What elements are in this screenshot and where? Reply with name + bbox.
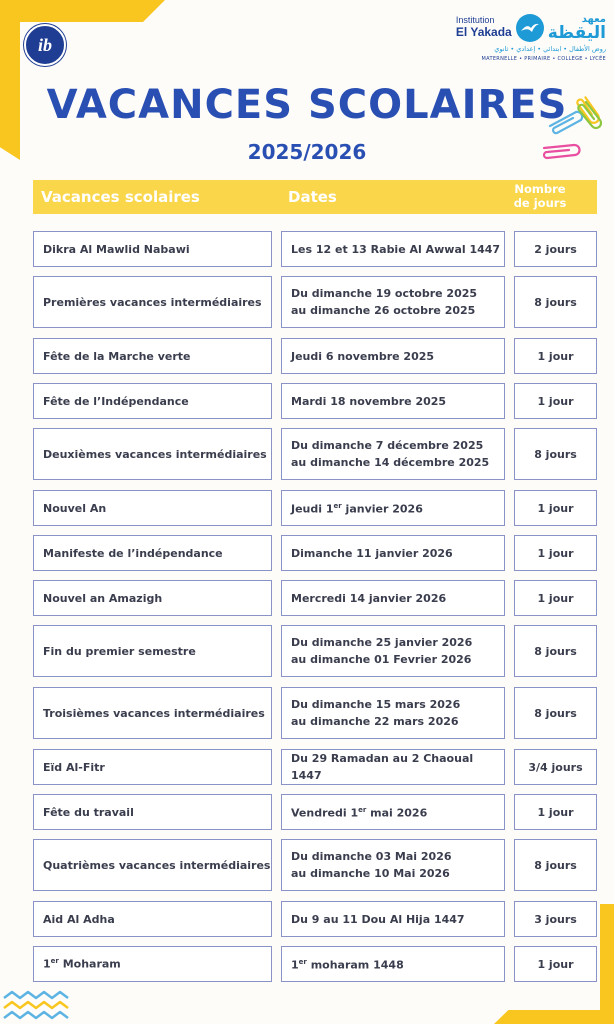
holiday-dates [291, 437, 489, 471]
header-holiday: Vacances scolaires [41, 188, 200, 206]
holiday-name-cell [33, 749, 272, 785]
holiday-date-line: Jeudi 1er janvier 2026 [291, 502, 423, 516]
holiday-date-line: Mercredi 14 janvier 2026 [291, 591, 447, 605]
holiday-date-line: Du 29 Ramadan au 2 Chaoual 1447 [291, 752, 474, 782]
holiday-name: Nouvel An [43, 501, 107, 515]
header-dates: Dates [288, 188, 337, 206]
holiday-name-cell [33, 946, 272, 982]
page-title: VACANCES SCOLAIRES [46, 82, 568, 128]
holiday-name-cell [33, 383, 272, 419]
institution-label: Institution [455, 15, 495, 26]
holiday-dates-cell [281, 749, 505, 785]
table-row [33, 946, 597, 982]
holiday-dates [291, 393, 446, 410]
holiday-dates [291, 954, 404, 974]
holiday-dates [291, 348, 434, 365]
table-row [33, 383, 597, 419]
holiday-days: 1 jour [537, 957, 574, 971]
holiday-name-cell [33, 276, 272, 328]
holiday-days-cell [514, 749, 597, 785]
holiday-days-cell [514, 231, 597, 267]
corner-decoration-top-left-band [0, 0, 165, 22]
holiday-days-cell [514, 901, 597, 937]
holiday-name-cell [33, 535, 272, 571]
holiday-date-line: au dimanche 22 mars 2026 [291, 715, 459, 728]
holiday-days-cell [514, 338, 597, 374]
institution-label-group [456, 16, 512, 39]
holiday-dates [291, 750, 504, 784]
holiday-date-line: Du dimanche 7 décembre 2025 [291, 439, 484, 452]
holiday-name: Eïd Al-Fitr [43, 760, 105, 774]
holiday-date-line: Du dimanche 19 octobre 2025 [291, 287, 478, 300]
holiday-dates-cell [281, 383, 505, 419]
holiday-dates [291, 590, 446, 607]
header-days [511, 182, 569, 210]
table-row [33, 794, 597, 830]
table-row [33, 749, 597, 785]
holiday-name: Fin du premier semestre [43, 644, 196, 658]
holiday-name: Troisièmes vacances intermédiaires [43, 706, 265, 720]
holiday-dates [291, 241, 500, 258]
holiday-dates [291, 285, 477, 319]
holiday-date-line: Du 9 au 11 Dou Al Hija 1447 [291, 912, 465, 926]
holiday-days: 1 jour [537, 501, 574, 515]
holiday-days-cell [514, 687, 597, 739]
holiday-days: 1 jour [537, 546, 574, 560]
holiday-date-line: au dimanche 01 Fevrier 2026 [291, 653, 472, 666]
holiday-days-cell [514, 839, 597, 891]
holiday-days-cell [514, 535, 597, 571]
holiday-days-cell [514, 383, 597, 419]
holiday-date-line: Mardi 18 novembre 2025 [291, 394, 447, 408]
holiday-days: 2 jours [534, 242, 577, 256]
holiday-days-cell [514, 276, 597, 328]
table-row [33, 687, 597, 739]
table-row [33, 490, 597, 526]
holiday-dates-cell [281, 625, 505, 677]
holiday-name: Premières vacances intermédiaires [43, 295, 262, 309]
holiday-dates-cell [281, 946, 505, 982]
holiday-dates [291, 545, 453, 562]
holiday-dates [291, 498, 423, 518]
arabic-name: اليقظة [547, 22, 606, 43]
holiday-days: 8 jours [534, 295, 577, 309]
holiday-days-cell [514, 428, 597, 480]
holiday-date-line: Les 12 et 13 Rabie Al Awwal 1447 [291, 242, 501, 256]
table-row [33, 625, 597, 677]
holiday-days: 8 jours [534, 858, 577, 872]
corner-decoration-bottom-right [600, 904, 614, 1024]
holiday-dates-cell [281, 901, 505, 937]
institution-arabic-name [548, 15, 606, 42]
header-days-line1: Nombre [514, 182, 566, 196]
ib-logo [24, 24, 66, 66]
holiday-name-cell [33, 580, 272, 616]
table-row [33, 428, 597, 480]
holiday-name: Dikra Al Mawlid Nabawi [43, 242, 190, 256]
ib-logo-text: ib [37, 34, 52, 55]
header-days-line2: de jours [513, 196, 567, 210]
bird-icon [516, 14, 544, 42]
holiday-dates [291, 634, 472, 668]
holiday-dates [291, 848, 452, 882]
holiday-date-line: au dimanche 14 décembre 2025 [291, 456, 490, 469]
holiday-dates-cell [281, 428, 505, 480]
holiday-days: 8 jours [534, 447, 577, 461]
holiday-dates-cell [281, 687, 505, 739]
holiday-name-cell [33, 338, 272, 374]
corner-decoration-top-left [0, 0, 20, 160]
holiday-name: Fête du travail [43, 805, 134, 819]
holiday-days-cell [514, 490, 597, 526]
holiday-dates-cell [281, 794, 505, 830]
holiday-name: Quatrièmes vacances intermédiaires [43, 858, 271, 872]
holiday-name: Fête de l’Indépendance [43, 394, 189, 408]
holiday-date-line: 1er moharam 1448 [291, 958, 404, 972]
holiday-dates-cell [281, 535, 505, 571]
holiday-name-cell [33, 625, 272, 677]
holiday-name-cell [33, 794, 272, 830]
holiday-name-cell [33, 428, 272, 480]
school-year: 2025/2026 [247, 140, 367, 164]
table-row [33, 535, 597, 571]
holiday-days: 1 jour [537, 394, 574, 408]
holiday-date-line: Du dimanche 03 Mai 2026 [291, 850, 452, 863]
holiday-days-cell [514, 794, 597, 830]
table-header [33, 180, 597, 214]
table-row [33, 839, 597, 891]
holiday-name: Nouvel an Amazigh [43, 591, 163, 605]
holiday-date-line: Jeudi 6 novembre 2025 [291, 349, 435, 363]
arabic-label: معهد [581, 13, 606, 25]
holiday-date-line: Du dimanche 25 janvier 2026 [291, 636, 473, 649]
holiday-name-cell [33, 901, 272, 937]
holiday-date-line: Dimanche 11 janvier 2026 [291, 546, 453, 560]
holiday-days: 3 jours [534, 912, 577, 926]
holiday-name: Aid Al Adha [43, 912, 115, 926]
corner-decoration-bottom-right-band [494, 1010, 614, 1024]
holiday-days: 8 jours [534, 644, 577, 658]
holiday-name: Manifeste de l’indépendance [43, 546, 223, 560]
table-row [33, 276, 597, 328]
institution-logo [406, 14, 606, 62]
holiday-dates-cell [281, 338, 505, 374]
holiday-name: Fête de la Marche verte [43, 349, 191, 363]
holiday-days-cell [514, 625, 597, 677]
holiday-days: 1 jour [537, 349, 574, 363]
french-levels: MATERNELLE • PRIMAIRE • COLLEGE • LYCÉE [481, 56, 606, 62]
wave-decoration-icon [2, 988, 72, 1024]
holiday-days: 3/4 jours [528, 760, 583, 774]
holiday-name-cell [33, 231, 272, 267]
holiday-days: 1 jour [537, 805, 574, 819]
holiday-dates-cell [281, 580, 505, 616]
holiday-dates-cell [281, 276, 505, 328]
holiday-date-line: au dimanche 26 octobre 2025 [291, 304, 476, 317]
institution-name: El Yakada [455, 25, 512, 40]
holiday-dates-cell [281, 839, 505, 891]
holiday-date-line: au dimanche 10 Mai 2026 [291, 867, 450, 880]
holiday-days: 1 jour [537, 591, 574, 605]
holiday-name: 1er Moharam [43, 957, 121, 971]
holiday-date-line: Du dimanche 15 mars 2026 [291, 698, 461, 711]
holiday-dates [291, 802, 427, 822]
holiday-days-cell [514, 580, 597, 616]
table-row [33, 901, 597, 937]
holiday-name-cell [33, 687, 272, 739]
holiday-name-cell [33, 490, 272, 526]
table-row [33, 338, 597, 374]
arabic-levels: روض الأطفال • ابتدائي • إعدادي • ثانوي [494, 45, 606, 53]
holiday-days-cell [514, 946, 597, 982]
holiday-dates [291, 696, 460, 730]
table-row [33, 580, 597, 616]
holiday-dates-cell [281, 490, 505, 526]
holiday-days: 8 jours [534, 706, 577, 720]
holiday-dates-cell [281, 231, 505, 267]
holiday-name: Deuxièmes vacances intermédiaires [43, 447, 267, 461]
holiday-dates [291, 911, 465, 928]
table-row [33, 231, 597, 267]
holiday-date-line: Vendredi 1er mai 2026 [291, 806, 428, 820]
holiday-name-cell [33, 839, 272, 891]
